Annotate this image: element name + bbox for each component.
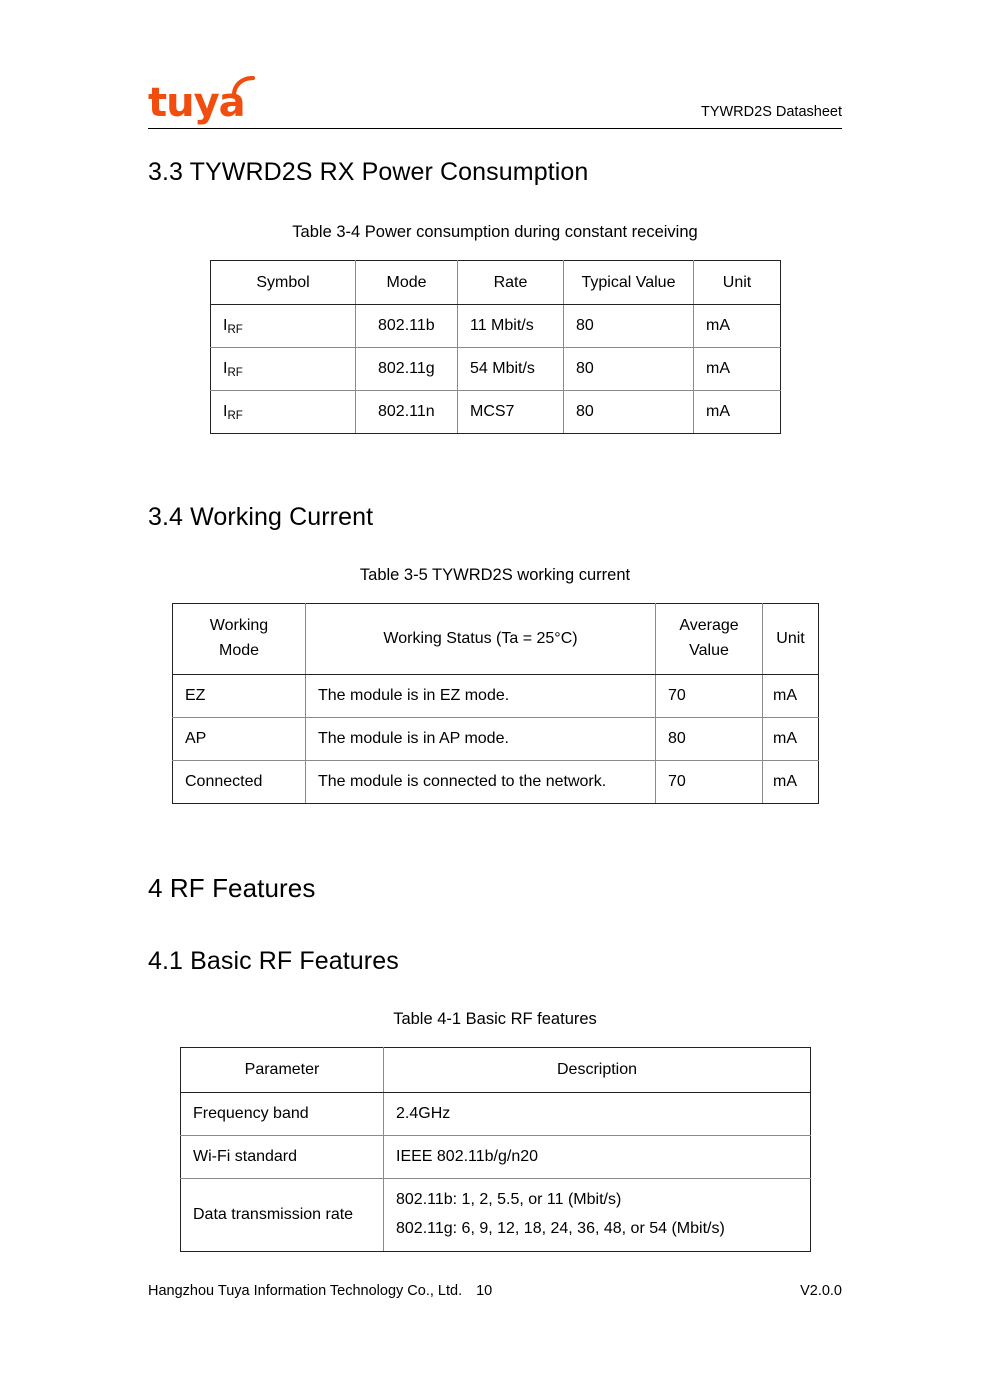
td-unit: mA	[694, 348, 781, 391]
symbol-subscript: RF	[227, 324, 243, 336]
table-row	[181, 1179, 811, 1252]
td-working-mode: AP	[173, 718, 306, 761]
td-unit: mA	[763, 761, 819, 804]
td-symbol	[211, 391, 356, 434]
table-row	[173, 761, 819, 804]
td-symbol	[211, 305, 356, 348]
table-row	[173, 675, 819, 718]
td-description: 2.4GHz	[384, 1093, 811, 1136]
table-row	[173, 718, 819, 761]
th-average-value	[656, 604, 763, 675]
heading-4-1: 4.1 Basic RF Features	[148, 947, 399, 975]
table-3-4	[210, 260, 781, 434]
td-parameter: Data transmission rate	[181, 1179, 384, 1252]
td-unit: mA	[694, 391, 781, 434]
td-symbol	[211, 348, 356, 391]
th-unit: Unit	[763, 604, 819, 675]
td-description: IEEE 802.11b/g/n20	[384, 1136, 811, 1179]
table-row	[211, 305, 781, 348]
td-mode: 802.11g	[356, 348, 458, 391]
th-working-status: Working Status (Ta = 25°C)	[306, 604, 656, 675]
td-rate: MCS7	[458, 391, 564, 434]
table-row	[211, 348, 781, 391]
td-mode: 802.11b	[356, 305, 458, 348]
th-parameter: Parameter	[181, 1048, 384, 1093]
td-average-value: 70	[656, 761, 763, 804]
caption-table-3-4: Table 3-4 Power consumption during constant receiving	[292, 223, 698, 241]
th-working-mode-line2: Mode	[218, 642, 260, 659]
footer-version: V2.0.0	[800, 1283, 842, 1299]
th-description: Description	[384, 1048, 811, 1093]
tuya-logo	[148, 76, 268, 124]
th-rate: Rate	[458, 261, 564, 305]
td-typical-value: 80	[564, 348, 694, 391]
symbol-subscript: RF	[227, 367, 243, 379]
page-header	[148, 72, 842, 124]
heading-3-3: 3.3 TYWRD2S RX Power Consumption	[148, 158, 589, 186]
wifi-arc-icon	[231, 76, 257, 98]
td-rate: 54 Mbit/s	[458, 348, 564, 391]
heading-4: 4 RF Features	[148, 873, 316, 903]
heading-3-4: 3.4 Working Current	[148, 503, 374, 531]
footer-company-block	[148, 1283, 492, 1299]
footer-company: Hangzhou Tuya Information Technology Co., Ltd.	[148, 1283, 463, 1299]
table-header-row	[211, 261, 781, 305]
td-typical-value: 80	[564, 305, 694, 348]
td-working-status: The module is in AP mode.	[306, 718, 656, 761]
footer-page-number: 10	[476, 1283, 493, 1299]
th-working-mode	[173, 604, 306, 675]
td-unit: mA	[763, 675, 819, 718]
td-average-value: 70	[656, 675, 763, 718]
table-header-row	[173, 604, 819, 675]
header-divider	[148, 128, 842, 129]
td-mode: 802.11n	[356, 391, 458, 434]
td-working-mode: Connected	[173, 761, 306, 804]
td-description	[384, 1179, 811, 1252]
th-average-value-line1: Average	[679, 617, 739, 635]
tuya-logo-text: tuya	[148, 80, 245, 126]
table-row	[181, 1093, 811, 1136]
td-description-line2: 802.11g: 6, 9, 12, 18, 24, 36, 48, or 54 (Mbit/s)	[396, 1220, 725, 1237]
td-unit: mA	[694, 305, 781, 348]
td-unit: mA	[763, 718, 819, 761]
table-row	[211, 391, 781, 434]
th-symbol: Symbol	[211, 261, 356, 305]
th-mode: Mode	[356, 261, 458, 305]
table-header-row	[181, 1048, 811, 1093]
symbol-base: I	[223, 403, 228, 420]
table-row	[181, 1136, 811, 1179]
table-3-5	[172, 603, 819, 804]
td-rate: 11 Mbit/s	[458, 305, 564, 348]
td-working-mode: EZ	[173, 675, 306, 718]
page-footer	[148, 1283, 842, 1305]
td-working-status: The module is connected to the network.	[306, 761, 656, 804]
td-description-line1: 802.11b: 1, 2, 5.5, or 11 (Mbit/s)	[396, 1191, 622, 1209]
th-unit: Unit	[694, 261, 781, 305]
td-parameter: Frequency band	[181, 1093, 384, 1136]
symbol-subscript: RF	[227, 410, 243, 422]
th-working-mode-line1: Working	[209, 617, 269, 635]
caption-table-3-5: Table 3-5 TYWRD2S working current	[359, 566, 631, 584]
header-document-title: TYWRD2S Datasheet	[700, 104, 842, 120]
table-4-1	[180, 1047, 811, 1252]
th-typical-value: Typical Value	[564, 261, 694, 305]
symbol-base: I	[223, 360, 228, 377]
td-typical-value: 80	[564, 391, 694, 434]
th-average-value-line2: Value	[689, 642, 729, 659]
caption-table-4-1: Table 4-1 Basic RF features	[393, 1010, 597, 1028]
symbol-base: I	[223, 317, 228, 334]
td-parameter: Wi-Fi standard	[181, 1136, 384, 1179]
td-working-status: The module is in EZ mode.	[306, 675, 656, 718]
td-average-value: 80	[656, 718, 763, 761]
